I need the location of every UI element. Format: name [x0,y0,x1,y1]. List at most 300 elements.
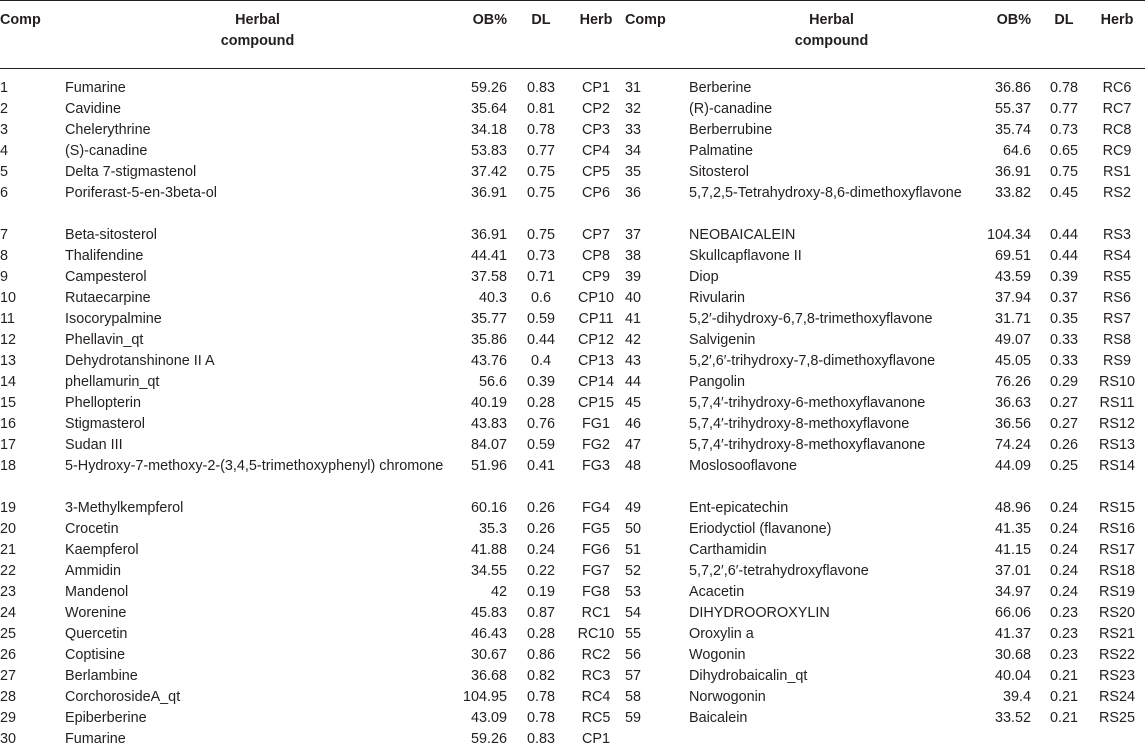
header-herbal-line1: Herbal [235,12,280,28]
right-compound-name-cell: 5,2′,6′-trihydroxy-7,8-dimethoxyflavone [689,353,936,369]
left-comp-cell: 14 [0,374,17,390]
left-comp-cell: 1 [0,80,9,96]
right-compound-name-cell: Baicalein [689,710,748,726]
left-dl-cell: 0.4 [530,353,551,369]
right-compound-name-cell: Skullcapflavone II [689,248,802,264]
left-comp-cell: 30 [0,731,17,747]
left-ob-cell: 51.96 [470,458,507,474]
left-comp-cell: 19 [0,500,17,516]
right-herb-cell: RS4 [1103,248,1131,264]
left-herb-cell: RC2 [581,647,611,663]
left-compound-name-cell: Beta-sitosterol [65,227,157,243]
right-herb-cell: RC7 [1102,101,1132,117]
right-herb-cell: RS24 [1099,689,1135,705]
left-herb-cell: CP2 [582,101,610,117]
right-comp-cell: 57 [625,668,642,684]
right-dl-cell: 0.21 [1049,689,1078,705]
right-dl-cell: 0.33 [1049,332,1078,348]
left-dl-cell: 0.26 [526,521,555,537]
left-dl-cell: 0.59 [526,437,555,453]
right-dl-cell: 0.44 [1049,227,1078,243]
table-row [0,309,1145,330]
right-dl-cell: 0.21 [1049,668,1078,684]
left-comp-cell: 29 [0,710,17,726]
table-row [0,141,1145,162]
left-herb-cell: CP4 [582,143,610,159]
left-dl-cell: 0.87 [526,605,555,621]
left-dl-cell: 0.71 [526,269,555,285]
left-herb-cell: CP6 [582,185,610,201]
right-dl-cell: 0.24 [1049,584,1078,600]
right-herb-cell: RS5 [1103,269,1131,285]
right-ob-cell: 43.59 [994,269,1031,285]
left-compound-name-cell: Poriferast-5-en-3beta-ol [65,185,217,201]
right-dl-cell: 0.65 [1049,143,1078,159]
right-ob-cell: 66.06 [994,605,1031,621]
left-herb-cell: FG2 [582,437,610,453]
left-dl-cell: 0.44 [526,332,555,348]
left-herb-cell: RC4 [581,689,611,705]
right-ob-cell [974,729,1039,750]
left-herb-cell: FG7 [582,563,610,579]
right-comp-cell: 54 [625,605,642,621]
right-comp-cell: 34 [625,143,642,159]
left-dl-cell: 0.78 [526,122,555,138]
left-herb-cell: CP1 [582,80,610,96]
left-ob-cell: 34.18 [470,122,507,138]
left-ob-cell: 36.68 [470,668,507,684]
right-compound-name-cell: 5,7,4′-trihydroxy-6-methoxyflavanone [689,395,926,411]
left-comp-cell: 27 [0,668,17,684]
right-comp-cell: 50 [625,521,642,537]
right-comp-cell: 49 [625,500,642,516]
right-ob-cell: 30.68 [994,647,1031,663]
table-row [0,183,1145,225]
left-dl-cell: 0.81 [526,101,555,117]
right-dl-cell: 0.26 [1049,437,1078,453]
right-ob-cell: 41.37 [994,626,1031,642]
left-herb-cell: CP7 [582,227,610,243]
table-body [0,69,1145,751]
right-ob-cell: 104.34 [986,227,1031,243]
left-dl-cell: 0.39 [526,374,555,390]
right-dl-cell [1039,729,1089,750]
table-row [0,162,1145,183]
left-ob-cell: 84.07 [470,437,507,453]
right-compound-name-cell: Eriodyctiol (flavanone) [689,521,832,537]
header-herbal-compound [65,1,450,69]
table-row [0,582,1145,603]
right-ob-cell: 36.56 [994,416,1031,432]
right-dl-cell: 0.73 [1049,122,1078,138]
right-comp-cell: 36 [625,185,642,201]
right-compound-name-cell: 5,7,4′-trihydroxy-8-methoxyflavone [689,416,910,432]
left-comp-cell: 6 [0,185,9,201]
left-compound-name-cell: 3-Methylkempferol [65,500,184,516]
right-dl-cell: 0.27 [1049,416,1078,432]
left-compound-name-cell: Cavidine [65,101,121,117]
left-herb-cell: FG6 [582,542,610,558]
right-compound-name-cell: 5,7,2′,6′-tetrahydroxyflavone [689,563,869,579]
left-comp-cell: 3 [0,122,9,138]
right-compound-name-cell: Norwogonin [689,689,766,705]
left-compound-name-cell: Sudan III [65,437,123,453]
right-compound-name-cell: Moslosooflavone [689,458,797,474]
left-dl-cell: 0.75 [526,185,555,201]
right-comp-cell: 53 [625,584,642,600]
left-herb-cell: CP12 [578,332,614,348]
right-herb-cell: RS2 [1103,185,1131,201]
right-compound-name-cell: (R)-canadine [689,101,773,117]
table-row [0,603,1145,624]
left-ob-cell: 59.26 [470,80,507,96]
right-ob-cell: 76.26 [994,374,1031,390]
left-ob-cell: 53.83 [470,143,507,159]
right-compound-name-cell: NEOBAICALEIN [689,227,796,243]
left-comp-cell: 2 [0,101,9,117]
right-dl-cell: 0.29 [1049,374,1078,390]
right-dl-cell: 0.23 [1049,605,1078,621]
left-compound-name-cell: Campesterol [65,269,147,285]
left-compound-name-cell: Berlambine [65,668,138,684]
left-comp-cell: 11 [0,311,15,327]
left-compound-name-cell: 5-Hydroxy-7-methoxy-2-(3,4,5-trimethoxyphenyl) chromone [65,458,444,474]
left-ob-cell: 43.83 [470,416,507,432]
left-herb-cell: CP14 [578,374,614,390]
table-row [0,540,1145,561]
right-compound-name-cell: Acacetin [689,584,745,600]
right-comp-cell: 42 [625,332,642,348]
right-dl-cell: 0.23 [1049,626,1078,642]
right-herb-cell: RS19 [1099,584,1135,600]
left-compound-name-cell: Phellopterin [65,395,142,411]
left-comp-cell: 10 [0,290,17,306]
left-herb-cell: RC3 [581,668,611,684]
right-herb-cell: RC8 [1102,122,1132,138]
left-ob-cell: 40.19 [470,395,507,411]
left-dl-cell: 0.75 [526,227,555,243]
left-ob-cell: 35.86 [470,332,507,348]
header-herbal-line1-2: Herbal [809,12,854,28]
header-ob: OB% [450,1,515,69]
right-comp-cell: 52 [625,563,642,579]
header-dl: DL [515,1,567,69]
right-comp-cell: 59 [625,710,642,726]
table-row [0,330,1145,351]
right-comp-cell: 38 [625,248,642,264]
header-comp-2: Comp [625,1,689,69]
left-comp-cell: 23 [0,584,17,600]
right-herb-cell: RS8 [1103,332,1131,348]
right-dl-cell: 0.24 [1049,563,1078,579]
right-comp-cell: 31 [625,80,642,96]
left-comp-cell: 12 [0,332,17,348]
left-herb-cell: RC5 [581,710,611,726]
table-row [0,708,1145,729]
table-row [0,645,1145,666]
left-herb-cell: CP9 [582,269,610,285]
right-comp-cell: 33 [625,122,642,138]
left-compound-name-cell: Delta 7-stigmastenol [65,164,197,180]
right-herb-cell: RS13 [1099,437,1135,453]
right-dl-cell: 0.39 [1049,269,1078,285]
right-dl-cell: 0.37 [1049,290,1078,306]
left-compound-name-cell: Ammidin [65,563,121,579]
left-ob-cell: 42 [490,584,507,600]
right-herb-cell [1089,729,1145,750]
right-compound-name-cell: Oroxylin a [689,626,754,642]
left-comp-cell: 22 [0,563,17,579]
right-ob-cell: 33.82 [994,185,1031,201]
header-herb-2: Herb [1089,1,1145,69]
left-comp-cell: 26 [0,647,17,663]
right-herb-cell: RS17 [1099,542,1135,558]
right-herb-cell: RS9 [1103,353,1131,369]
right-dl-cell: 0.78 [1049,80,1078,96]
left-ob-cell: 35.3 [478,521,507,537]
left-ob-cell: 43.09 [470,710,507,726]
right-comp-cell: 35 [625,164,642,180]
right-compound-name-cell: 5,2′-dihydroxy-6,7,8-trimethoxyflavone [689,311,933,327]
left-ob-cell: 36.91 [470,185,507,201]
right-ob-cell: 37.01 [994,563,1031,579]
right-herb-cell: RS21 [1099,626,1135,642]
left-compound-name-cell: Isocorypalmine [65,311,162,327]
left-dl-cell: 0.26 [526,500,555,516]
left-comp-cell: 18 [0,458,17,474]
right-ob-cell: 34.97 [994,584,1031,600]
left-ob-cell: 37.58 [470,269,507,285]
table-row [0,519,1145,540]
left-compound-name-cell: Epiberberine [65,710,147,726]
right-herb-cell: RS22 [1099,647,1135,663]
right-ob-cell: 49.07 [994,332,1031,348]
right-dl-cell: 0.35 [1049,311,1078,327]
right-herb-cell: RS10 [1099,374,1135,390]
left-dl-cell: 0.83 [526,731,555,747]
header-herbal-line2: compound [220,33,295,49]
left-comp-cell: 25 [0,626,17,642]
left-herb-cell: FG5 [582,521,610,537]
left-dl-cell: 0.19 [526,584,555,600]
right-ob-cell: 41.35 [994,521,1031,537]
left-compound-name-cell: Fumarine [65,731,126,747]
header-dl-2: DL [1039,1,1089,69]
right-compound-name-cell: Berberine [689,80,752,96]
right-ob-cell: 31.71 [994,311,1031,327]
left-ob-cell: 36.91 [470,227,507,243]
right-herb-cell: RS7 [1103,311,1131,327]
right-herb-cell: RS23 [1099,668,1135,684]
right-comp-cell: 41 [625,311,642,327]
right-comp-cell: 48 [625,458,642,474]
table-row [0,498,1145,519]
right-ob-cell: 36.91 [994,164,1031,180]
left-ob-cell: 60.16 [470,500,507,516]
left-herb-cell: CP13 [578,353,614,369]
right-comp-cell: 51 [625,542,642,558]
right-compound-name-cell: Berberrubine [689,122,773,138]
right-compound-name-cell: Ent-epicatechin [689,500,789,516]
right-dl-cell: 0.24 [1049,500,1078,516]
left-ob-cell: 34.55 [470,563,507,579]
right-compound-name-cell: Palmatine [689,143,753,159]
right-ob-cell: 37.94 [994,290,1031,306]
right-herb-cell: RS14 [1099,458,1135,474]
right-compound-name-cell: 5,7,4′-trihydroxy-8-methoxyflavanone [689,437,926,453]
right-comp-cell: 47 [625,437,642,453]
table-row [0,624,1145,645]
right-herb-cell: RS3 [1103,227,1131,243]
table-row [0,120,1145,141]
left-dl-cell: 0.82 [526,668,555,684]
table-row [0,435,1145,456]
left-dl-cell: 0.86 [526,647,555,663]
right-ob-cell: 39.4 [1002,689,1031,705]
table-row [0,99,1145,120]
left-ob-cell: 44.41 [470,248,507,264]
right-comp-cell: 56 [625,647,642,663]
right-ob-cell: 36.86 [994,80,1031,96]
left-comp-cell: 16 [0,416,17,432]
right-ob-cell: 64.6 [1002,143,1031,159]
left-comp-cell: 13 [0,353,17,369]
left-ob-cell: 45.83 [470,605,507,621]
right-comp-cell: 46 [625,416,642,432]
left-comp-cell: 17 [0,437,17,453]
left-dl-cell: 0.6 [530,290,551,306]
table-row [0,729,1145,750]
right-compound-name-cell: Sitosterol [689,164,749,180]
right-ob-cell: 55.37 [994,101,1031,117]
left-herb-cell: CP8 [582,248,610,264]
left-ob-cell: 59.26 [470,731,507,747]
table-row [0,69,1145,100]
right-comp-cell: 43 [625,353,642,369]
right-ob-cell: 74.24 [994,437,1031,453]
right-dl-cell: 0.25 [1049,458,1078,474]
right-dl-cell: 0.24 [1049,542,1078,558]
right-herb-cell: RS11 [1099,395,1135,411]
header-row [0,1,1145,69]
right-ob-cell: 48.96 [994,500,1031,516]
right-dl-cell: 0.45 [1049,185,1078,201]
left-dl-cell: 0.59 [526,311,555,327]
left-herb-cell: CP5 [582,164,610,180]
right-compound-name-cell: Dihydrobaicalin_qt [689,668,808,684]
left-compound-name-cell: Fumarine [65,80,126,96]
right-compound-name-cell: DIHYDROOROXYLIN [689,605,830,621]
left-dl-cell: 0.73 [526,248,555,264]
right-comp-cell [625,729,689,750]
table-row [0,687,1145,708]
left-compound-name-cell: Coptisine [65,647,125,663]
table-row [0,393,1145,414]
left-dl-cell: 0.78 [526,689,555,705]
left-dl-cell: 0.78 [526,710,555,726]
right-compound-name-cell: Diop [689,269,719,285]
left-herb-cell: FG4 [582,500,610,516]
left-comp-cell: 21 [0,542,17,558]
left-dl-cell: 0.75 [526,164,555,180]
table-row [0,372,1145,393]
left-ob-cell: 41.88 [470,542,507,558]
left-compound-name-cell: Stigmasterol [65,416,145,432]
right-herb-cell: RS18 [1099,563,1135,579]
left-compound-name-cell: Mandenol [65,584,129,600]
left-compound-name-cell: phellamurin_qt [65,374,160,390]
right-compound-name-cell: Pangolin [689,374,746,390]
left-comp-cell: 20 [0,521,17,537]
right-comp-cell: 40 [625,290,642,306]
right-comp-cell: 58 [625,689,642,705]
right-dl-cell: 0.75 [1049,164,1078,180]
left-dl-cell: 0.77 [526,143,555,159]
right-ob-cell: 44.09 [994,458,1031,474]
table-row [0,225,1145,246]
table-row [0,414,1145,435]
right-herb-cell: RS1 [1103,164,1131,180]
right-comp-cell: 45 [625,395,642,411]
right-comp-cell: 44 [625,374,642,390]
left-comp-cell: 8 [0,248,9,264]
left-compound-name-cell: CorchorosideA_qt [65,689,181,705]
right-dl-cell: 0.24 [1049,521,1078,537]
left-ob-cell: 46.43 [470,626,507,642]
right-herb-cell: RS12 [1099,416,1135,432]
header-herb: Herb [567,1,625,69]
left-herb-cell: RC10 [577,626,615,642]
left-herb-cell: CP11 [578,311,614,327]
right-ob-cell: 69.51 [994,248,1031,264]
left-compound-name-cell: Thalifendine [65,248,144,264]
left-ob-cell: 30.67 [470,647,507,663]
right-dl-cell: 0.44 [1049,248,1078,264]
right-dl-cell: 0.77 [1049,101,1078,117]
right-ob-cell: 36.63 [994,395,1031,411]
left-dl-cell: 0.76 [526,416,555,432]
left-compound-name-cell: Worenine [65,605,127,621]
left-ob-cell: 43.76 [470,353,507,369]
right-herb-cell: RS6 [1103,290,1131,306]
right-herb-cell: RC6 [1102,80,1132,96]
left-herb-cell: CP3 [582,122,610,138]
left-herb-cell: RC1 [581,605,611,621]
right-ob-cell: 33.52 [994,710,1031,726]
left-herb-cell: FG1 [582,416,610,432]
right-ob-cell: 40.04 [994,668,1031,684]
left-comp-cell: 9 [0,269,9,285]
right-herb-cell: RS25 [1099,710,1135,726]
left-comp-cell: 15 [0,395,17,411]
left-compound-name-cell: Chelerythrine [65,122,151,138]
left-compound-name-cell: Quercetin [65,626,128,642]
left-dl-cell: 0.28 [526,395,555,411]
left-ob-cell: 35.77 [470,311,507,327]
left-dl-cell: 0.22 [526,563,555,579]
table-row [0,267,1145,288]
right-dl-cell: 0.27 [1049,395,1078,411]
left-compound-name-cell: Dehydrotanshinone II A [65,353,215,369]
left-ob-cell: 40.3 [478,290,507,306]
table-row [0,456,1145,498]
right-herb-cell: RS20 [1099,605,1135,621]
right-dl-cell: 0.23 [1049,647,1078,663]
header-herbal-compound-2 [689,1,974,69]
right-ob-cell: 41.15 [994,542,1031,558]
left-ob-cell: 37.42 [470,164,507,180]
right-dl-cell: 0.21 [1049,710,1078,726]
